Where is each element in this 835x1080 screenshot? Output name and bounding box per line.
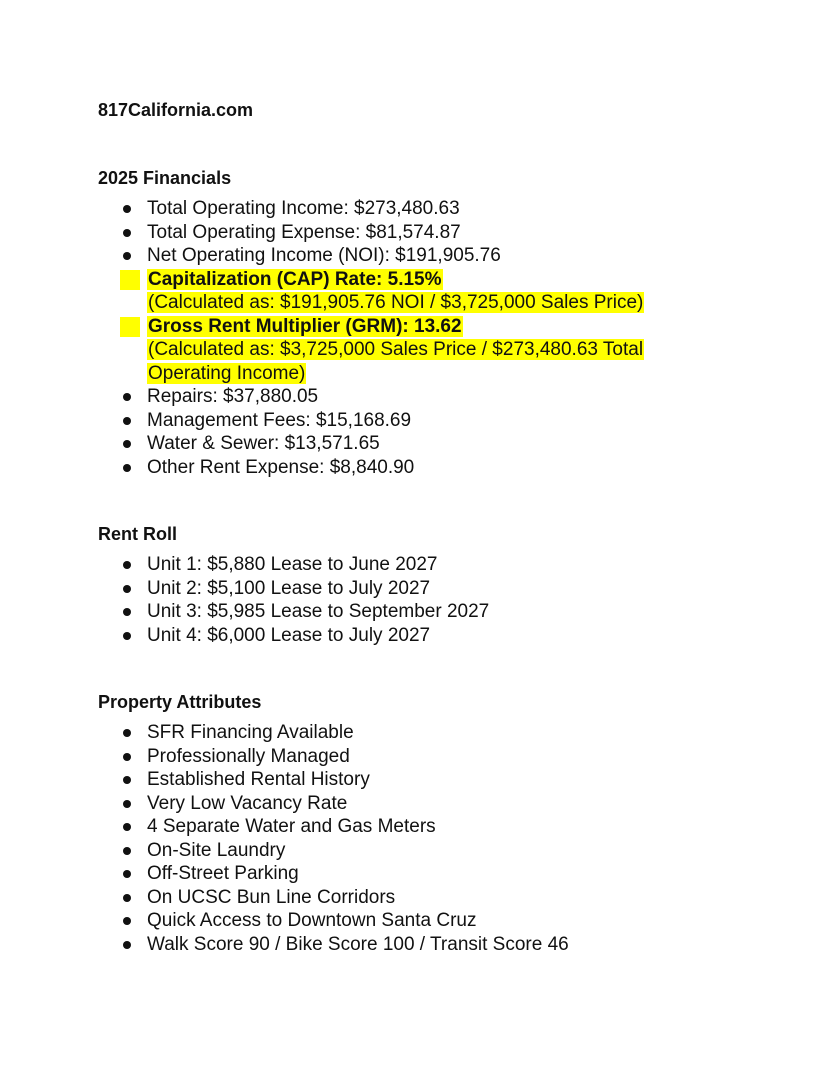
list-item: Total Operating Income: $273,480.63	[98, 197, 798, 221]
rent-roll-list	[98, 553, 798, 647]
list-item: Repairs: $37,880.05	[98, 385, 798, 409]
highlight-marker	[120, 270, 140, 290]
site-title: 817California.com	[98, 100, 254, 120]
highlight-marker	[120, 317, 140, 337]
list-item: On-Site Laundry	[98, 839, 798, 863]
list-item: Off-Street Parking	[98, 862, 798, 886]
document-page	[98, 97, 798, 956]
list-item: Total Operating Expense: $81,574.87	[98, 221, 798, 245]
list-item: On UCSC Bun Line Corridors	[98, 886, 798, 910]
list-item: Very Low Vacancy Rate	[98, 792, 798, 816]
list-item: Management Fees: $15,168.69	[98, 409, 798, 433]
list-item: Other Rent Expense: $8,840.90	[98, 456, 798, 480]
cap-rate-item	[98, 268, 798, 315]
list-item: Professionally Managed	[98, 745, 798, 769]
list-item: Water & Sewer: $13,571.65	[98, 432, 798, 456]
cap-rate-label: Capitalization (CAP) Rate: 5.15%	[148, 268, 442, 290]
list-item: Established Rental History	[98, 768, 798, 792]
list-item: Walk Score 90 / Bike Score 100 / Transit Score 46	[98, 933, 798, 957]
list-item: Quick Access to Downtown Santa Cruz	[98, 909, 798, 933]
grm-calculation-line1: (Calculated as: $3,725,000 Sales Price / $273,480.63 Total	[148, 339, 644, 360]
list-item: Net Operating Income (NOI): $191,905.76	[98, 244, 798, 268]
grm-label: Gross Rent Multiplier (GRM): 13.62	[148, 315, 462, 337]
list-item: Unit 2: $5,100 Lease to July 2027	[98, 577, 798, 601]
list-item: Unit 3: $5,985 Lease to September 2027	[98, 600, 798, 624]
property-attributes-list	[98, 721, 798, 956]
list-item: SFR Financing Available	[98, 721, 798, 745]
list-item: Unit 1: $5,880 Lease to June 2027	[98, 553, 798, 577]
cap-rate-calculation: (Calculated as: $191,905.76 NOI / $3,725,000 Sales Price)	[148, 292, 644, 313]
financials-list	[98, 197, 798, 479]
financials-heading: 2025 Financials	[98, 168, 232, 188]
list-item: Unit 4: $6,000 Lease to July 2027	[98, 624, 798, 648]
list-item: 4 Separate Water and Gas Meters	[98, 815, 798, 839]
rent-roll-heading: Rent Roll	[98, 524, 177, 544]
property-attributes-heading: Property Attributes	[98, 692, 262, 712]
grm-item	[98, 315, 798, 386]
grm-calculation-line2: Operating Income)	[148, 362, 306, 384]
